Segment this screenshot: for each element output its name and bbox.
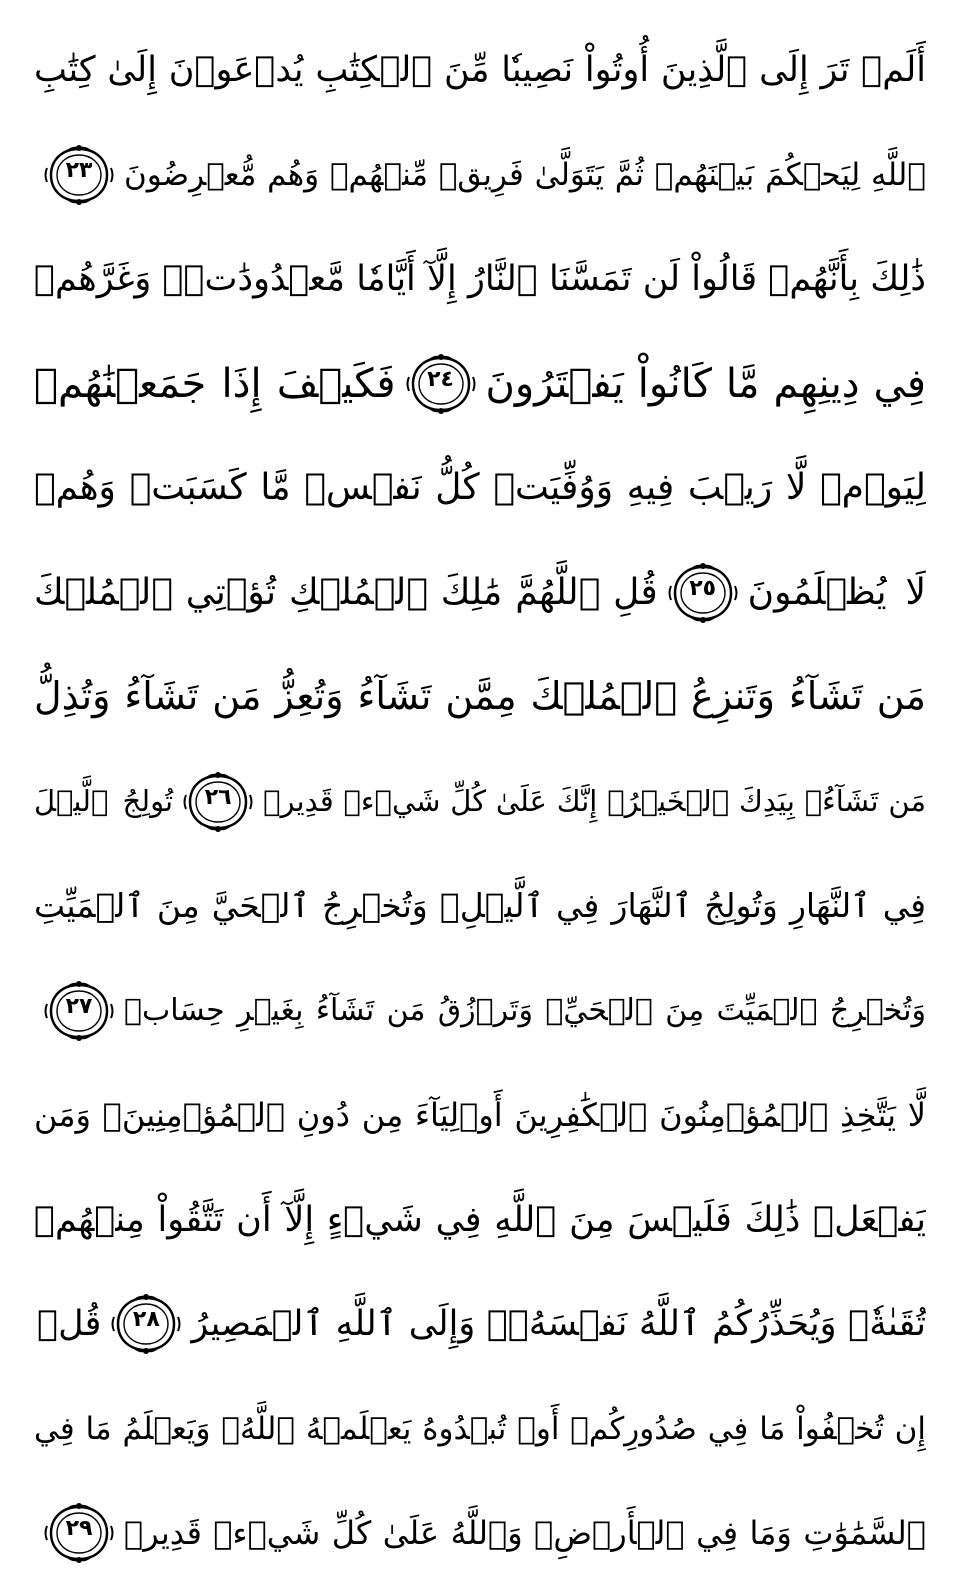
ayah-number: ٢٤ bbox=[427, 366, 454, 392]
verse-line bbox=[34, 1377, 926, 1482]
ayah-number-marker bbox=[111, 1293, 181, 1355]
verse-text: فِي دِينِهِم مَّا كَانُواْ يَفۡتَرُونَ bbox=[485, 360, 926, 407]
verse-text: فِي ٱلنَّهَارِ وَتُولِجُ ٱلنَّهَارَ فِي ٱلَّيۡلِۖ وَتُخۡرِجُ ٱلۡحَيَّ مِنَ ٱلۡمَيِّتِ bbox=[34, 886, 926, 926]
verse-text: ٱلسَّمَٰوَٰتِ وَمَا فِي ٱلۡأَرۡضِۗ وَٱللَّهُ عَلَىٰ كُلِّ شَيۡءٖ قَدِيرٞ bbox=[124, 1513, 926, 1552]
verse-line bbox=[34, 227, 926, 332]
verse-text: مَن تَشَآءُۖ بِيَدِكَ ٱلۡخَيۡرُۖ إِنَّكَ عَلَىٰ كُلِّ شَيۡءٖ قَدِيرٞ bbox=[263, 783, 926, 818]
ayah-number: ٢٧ bbox=[65, 993, 93, 1019]
verse-text: مَن تَشَآءُ وَتَنزِعُ ٱلۡمُلۡكَ مِمَّن تَشَآءُ وَتُعِزُّ مَن تَشَآءُ وَتُذِلُّ bbox=[34, 674, 926, 719]
verse-text: فَكَيۡفَ إِذَا جَمَعۡنَٰهُمۡ bbox=[34, 360, 396, 407]
verse-line bbox=[34, 436, 926, 541]
ayah-number-marker bbox=[668, 562, 738, 624]
verse-line bbox=[34, 123, 926, 228]
verse-text: لَا يُظۡلَمُونَ bbox=[747, 571, 926, 613]
verse-line bbox=[34, 750, 926, 855]
verse-text: وَتُخۡرِجُ ٱلۡمَيِّتَ مِنَ ٱلۡحَيِّۖ وَتَرۡزُقُ مَن تَشَآءُ بِغَيۡرِ حِسَابٖ bbox=[124, 993, 926, 1029]
verse-line bbox=[34, 959, 926, 1064]
verse-text: لِيَوۡمٖ لَّا رَيۡبَ فِيهِ وَوُفِّيَتۡ كُلُّ نَفۡسٖ مَّا كَسَبَتۡ وَهُمۡ bbox=[34, 467, 926, 509]
verse-text: ٱللَّهِ لِيَحۡكُمَ بَيۡنَهُمۡ ثُمَّ يَتَوَلَّىٰ فَرِيقٞ مِّنۡهُمۡ وَهُم مُّعۡرِضُونَ bbox=[124, 156, 926, 193]
verse-text: تُقَىٰةٗۗ وَيُحَذِّرُكُمُ ٱللَّهُ نَفۡسَهُۥۗ وَإِلَى ٱللَّهِ ٱلۡمَصِيرُ bbox=[191, 1304, 926, 1344]
verse-text: إِن تُخۡفُواْ مَا فِي صُدُورِكُمۡ أَوۡ تُبۡدُوهُ يَعۡلَمۡهُ ٱللَّهُۗ وَيَعۡلَمُ مَا فِي bbox=[34, 1410, 926, 1447]
verse-line bbox=[34, 1272, 926, 1377]
ayah-number-marker bbox=[44, 1502, 114, 1564]
verse-line bbox=[34, 18, 926, 123]
verse-text: قُلۡ bbox=[37, 1304, 102, 1344]
ayah-number: ٢٣ bbox=[65, 157, 93, 183]
verse-line bbox=[34, 854, 926, 959]
ayah-number-marker bbox=[44, 144, 114, 206]
verse-text: ذَٰلِكَ بِأَنَّهُمۡ قَالُواْ لَن تَمَسَّنَا ٱلنَّارُ إِلَّآ أَيَّامٗا مَّعۡدُودَٰتٖۖ وَغَرَّهُمۡ bbox=[34, 259, 926, 299]
verse-line bbox=[34, 1063, 926, 1168]
verse-text: أَلَمۡ تَرَ إِلَى ٱلَّذِينَ أُوتُواْ نَصِيبٗا مِّنَ ٱلۡكِتَٰبِ يُدۡعَوۡنَ إِلَىٰ كِتَٰبِ bbox=[34, 50, 926, 90]
ayah-number: ٢٥ bbox=[689, 575, 717, 601]
verse-line bbox=[34, 1168, 926, 1273]
ayah-number: ٢٦ bbox=[204, 784, 232, 810]
ayah-number-marker bbox=[406, 353, 476, 415]
verse-text: يَفۡعَلۡ ذَٰلِكَ فَلَيۡسَ مِنَ ٱللَّهِ فِي شَيۡءٍ إِلَّآ أَن تَتَّقُواْ مِنۡهُمۡ bbox=[34, 1199, 926, 1240]
ayah-number-marker bbox=[183, 771, 253, 833]
verse-line bbox=[34, 541, 926, 646]
ayah-number: ٢٨ bbox=[132, 1307, 160, 1333]
verse-text: قُلِ ٱللَّهُمَّ مَٰلِكَ ٱلۡمُلۡكِ تُؤۡتِي ٱلۡمُلۡكَ bbox=[34, 571, 658, 613]
verse-text: تُولِجُ ٱلَّيۡلَ bbox=[34, 783, 174, 818]
ayah-number: ٢٩ bbox=[65, 1516, 93, 1542]
verse-line bbox=[34, 332, 926, 437]
verse-line bbox=[34, 645, 926, 750]
ayah-number-marker bbox=[44, 980, 114, 1042]
verse-text: لَّا يَتَّخِذِ ٱلۡمُؤۡمِنُونَ ٱلۡكَٰفِرِينَ أَوۡلِيَآءَ مِن دُونِ ٱلۡمُؤۡمِنِينَۖ وَمَن bbox=[34, 1095, 926, 1134]
verse-line bbox=[34, 1481, 926, 1586]
